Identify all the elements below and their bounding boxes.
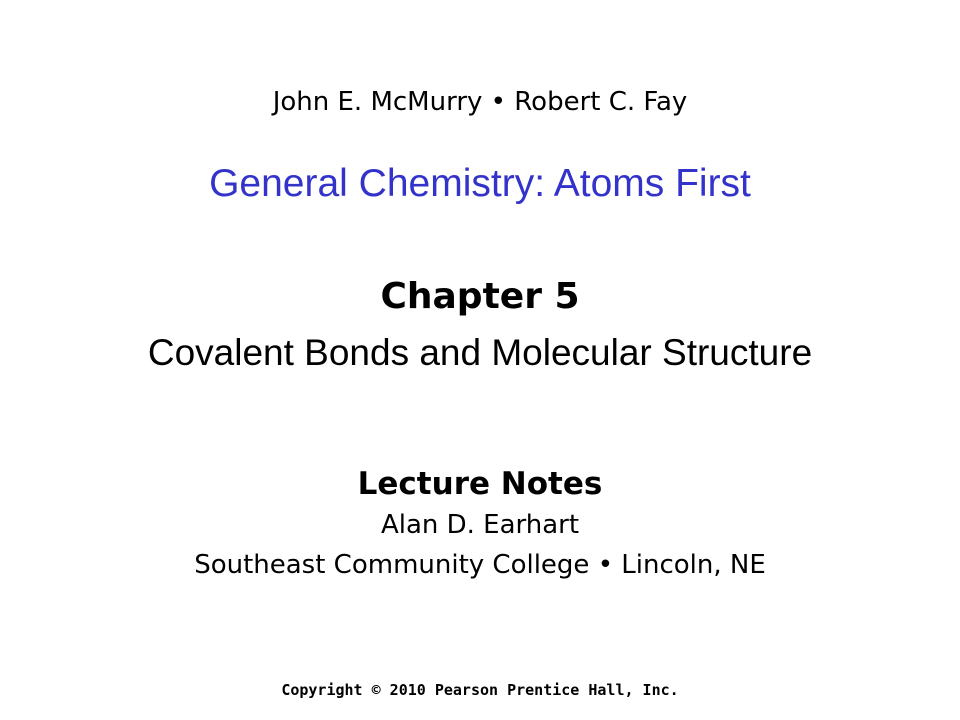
authors-line: John E. McMurry • Robert C. Fay xyxy=(272,87,688,117)
chapter-title: Covalent Bonds and Molecular Structure xyxy=(147,332,813,373)
lecturer-name: Alan D. Earhart xyxy=(380,510,580,540)
book-title: General Chemistry: Atoms First xyxy=(209,162,751,205)
lecture-notes-heading: Lecture Notes xyxy=(357,466,603,502)
copyright-notice: Copyright © 2010 Pearson Prentice Hall, Inc. xyxy=(281,681,679,699)
institution-line: Southeast Community College • Lincoln, NE xyxy=(194,550,766,580)
chapter-number: Chapter 5 xyxy=(380,276,580,317)
